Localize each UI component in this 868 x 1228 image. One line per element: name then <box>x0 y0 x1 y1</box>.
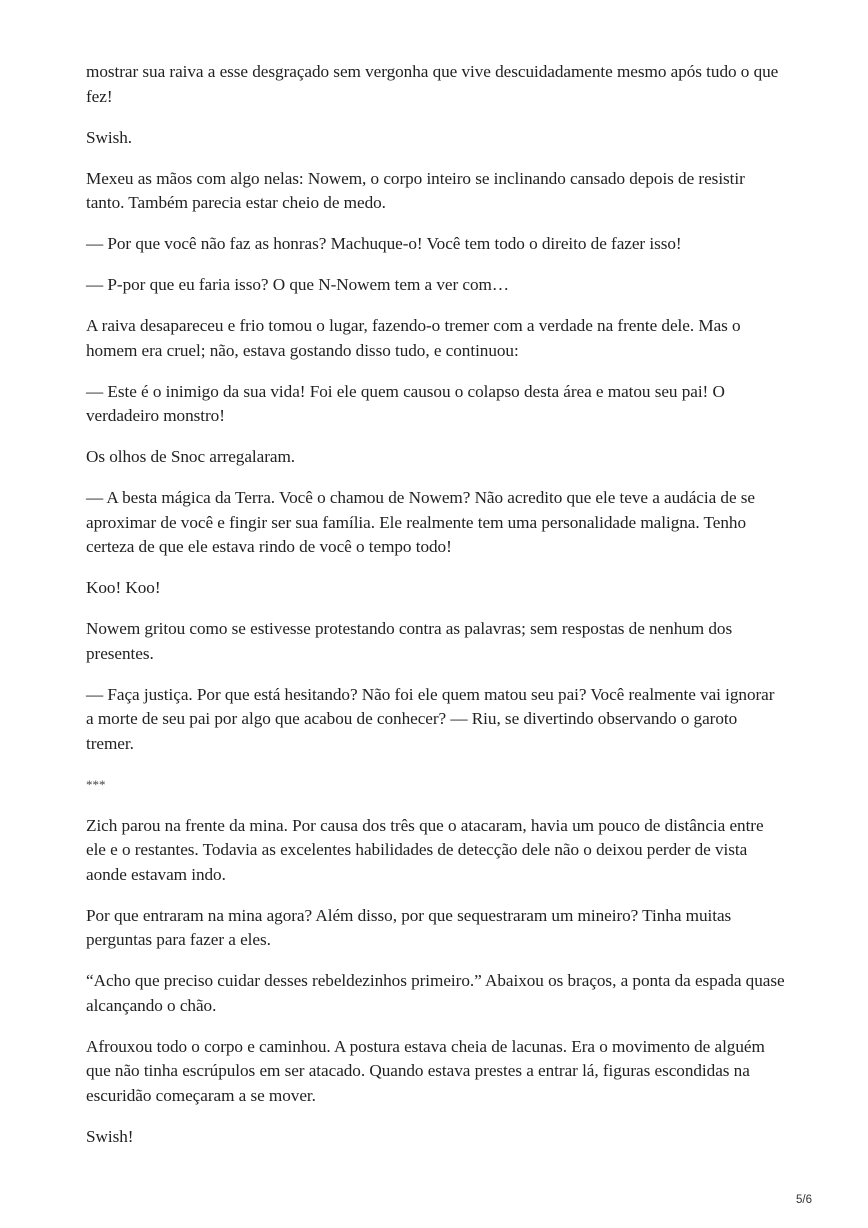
paragraph: Koo! Koo! <box>86 578 161 597</box>
paragraph: — P-por que eu faria isso? O que N-Nowem tem a ver com… <box>86 275 509 294</box>
paragraph: “Acho que preciso cuidar desses rebeldezinhos primeiro.” Abaixou os braços, a ponta da espada quase alcançando o chão. <box>86 971 785 1015</box>
paragraph: — Faça justiça. Por que está hesitando? Não foi ele quem matou seu pai? Você realmente vai ignorar a morte de seu pai por algo que acabou de conhecer? — Riu, se divertindo observando o garoto tremer. <box>86 684 775 753</box>
document-body <box>86 60 786 1166</box>
paragraph: Swish. <box>86 127 133 147</box>
scene-break: *** <box>86 776 106 792</box>
page-number: 5/6 <box>796 1194 812 1206</box>
paragraph: Nowem gritou como se estivesse protestando contra as palavras; sem respostas de nenhum dos presentes. <box>86 619 733 663</box>
paragraph: — A besta mágica da Terra. Você o chamou de Nowem? Não acredito que ele teve a audácia de se aproximar de você e fingir ser sua família. Ele realmente tem uma personalidade maligna. Tenho certeza de que ele estava rindo de você o tempo todo! <box>86 488 755 556</box>
paragraph: — Este é o inimigo da sua vida! Foi ele quem causou o colapso desta área e matou seu pai! O verdadeiro monstro! <box>86 381 725 425</box>
paragraph: — Por que você não faz as honras? Machuque-o! Você tem todo o direito de fazer isso! <box>86 234 682 253</box>
paragraph: Os olhos de Snoc arregalaram. <box>86 447 296 466</box>
paragraph: mostrar sua raiva a esse desgraçado sem vergonha que vive descuidadamente mesmo após tudo o que fez! <box>86 62 779 106</box>
paragraph: Zich parou na frente da mina. Por causa dos três que o atacaram, havia um pouco de distância entre ele e o restantes. Todavia as excelentes habilidades de detecção dele não o deixou perder de vista aonde estavam indo. <box>86 815 764 884</box>
paragraph: Afrouxou todo o corpo e caminhou. A postura estava cheia de lacunas. Era o movimento de alguém que não tinha escrúpulos em ser atacado. Quando estava prestes a entrar lá, figuras escondidas na escuridão começaram a se mover. <box>86 1036 765 1105</box>
paragraph: Por que entraram na mina agora? Além disso, por que sequestraram um mineiro? Tinha muitas perguntas para fazer a eles. <box>86 905 732 949</box>
paragraph: Swish! <box>86 1126 134 1146</box>
paragraph: Mexeu as mãos com algo nelas: Nowem, o corpo inteiro se inclinando cansado depois de resistir tanto. Também parecia estar cheio de medo. <box>86 168 745 212</box>
paragraph: A raiva desapareceu e frio tomou o lugar, fazendo-o tremer com a verdade na frente dele. Mas o homem era cruel; não, estava gostando disso tudo, e continuou: <box>86 316 741 360</box>
